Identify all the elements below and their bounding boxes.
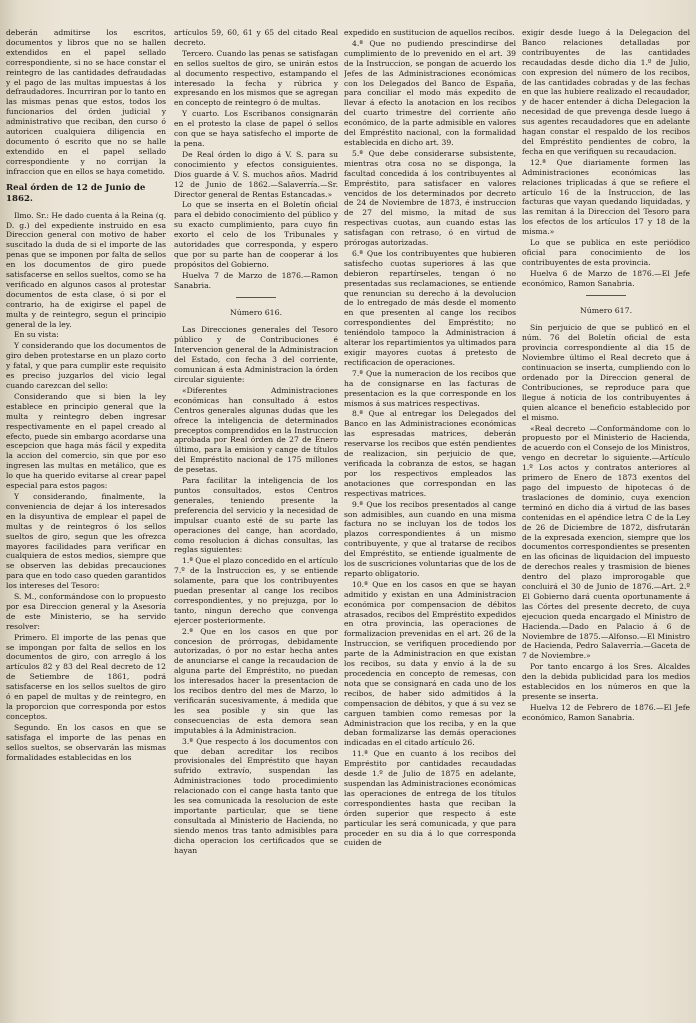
paragraph: Lo que se publica en este periódico oficial para conocimiento de los contribuyentes de esta provincia.	[522, 238, 690, 267]
divider	[236, 297, 276, 298]
paragraph: Primero. El importe de las penas que se impongan por falta de sellos en los documentos de giro, con arreglo á los artículos 82 y 83 del Real decreto de 12 de Setiembre de 1861, podrá satisfacerse en los sellos sueltos de giro ó en papel de multas y de reintegro, en la proporcion que corresponda por estos conceptos.	[6, 632, 166, 721]
column-4	[522, 28, 690, 1005]
paragraph: Las Direcciones generales del Tesoro público y de Contribuciones é Intervencion general de la Administracion del Estado, con fecha 3 del corriente, comunican á esta Administracion la órden circular siguiente:	[174, 325, 338, 384]
paragraph: S. M., conformándose con lo propuesto por esa Direccion general y la Asesoría de este Ministerio, se ha servido resolver:	[6, 592, 166, 631]
paragraph: 10.ª Que en los casos en que se hayan admitido y existan en una Administracion económica por compensacion de débitos atrasados, recibos del Empréstito expedidos en otra provincia, las operaciones de formalizacion prevenidas en el art. 26 de la Instruccion, se verifiquen procediendo por parte de la Administracion en que existan los recibos, su data y envío á la de su procedencia en concepto de remesas, con nota que se consignará en cada uno de los recibos, de haber sido admitidos á la compensacion de débitos, y que á su vez se carguen tambien como remesas por la Administracion que los reciba, y en la que deban formalizarse las demás operaciones indicadas en el citado artículo 26.	[344, 579, 516, 748]
column-2-intro: artículos 59, 60, 61 y 65 del citado Real decreto.	[174, 28, 338, 47]
paragraph: Considerando que si bien la ley establece en principio general que la multa y reintegro deben ingresar respectivamente en el papel creado al efecto, puede sin embargo acordarse una escepcion que haga más fácil y expedita la accion del comercio, sin que por eso ingresen las multas en metálico, que es lo que ha querido evitarse al crear papel especial para estos pagos:	[6, 391, 166, 491]
paragraph: Ilmo. Sr.: He dado cuenta á la Reina (q. D. g.) del expediente instruido en esa Direccion general con motivo de haber suscitado la duda de si el importe de las penas que se imponen por falta de sellos en los documentos de giro puede satisfacerse en sellos sueltos, como se ha verificado en algunos casos al protestar documentos de esta clase, ó si por el contrario, ha de exigirse el papel de multa y de reintegro, segun el principio general de la ley.	[6, 210, 166, 329]
real-orden-heading: Real órden de 12 de Junio de 1862.	[6, 182, 146, 204]
paragraph: Por tanto encargo á los Sres. Alcaldes den la debida publicidad para los medios establecidos en los números en que la presente se inserta.	[522, 662, 690, 701]
paragraph: 6.ª Que los contribuyentes que hubieren satisfecho cuotas superiores á las que debieron repartírseles, tengan ó no presentadas sus reclamaciones, se entiende que renuncian su derecho á la devolucion de lo entregado de más desde el momento en que presenten al cange los recibos correspondientes del Empréstito; no teniéndolo tampoco la Administracion á alterar los repartimientos ya ultimados para exigir mayores cuotas á pretesto de rectificacion de operaciones.	[344, 248, 516, 367]
paragraph: Segundo. En los casos en que se satisfaga el importe de las penas en sellos sueltos, se observarán las mismas formalidades establecidas en los	[6, 722, 166, 762]
signature: Huelva 6 de Marzo de 1876.—El Jefe económico, Ramon Sanabria.	[522, 268, 690, 288]
paragraph: «Diferentes Administraciones económicas han consultado á estos Centros generales algunas dudas que les ofrece la inteligencia de determinados preceptos comprendidos en la Instruccion aprobada por Real órden de 27 de Enero último, para la emision y cange de títulos del Empréstito nacional de 175 millones de pesetas.	[174, 385, 338, 475]
paragraph: «Real decreto —Conformándome con lo propuesto por el Ministerio de Hacienda, de acuerdo con el Consejo de los Ministros, vengo en decretar lo siguiente.—Artículo 1.º Los actos y contratos anteriores al primero de Enero de 1873 exentos del pago del impuesto de hipotecas ó de traslaciones de dominio, cuya exencion terminó en dicho dia á virtud de las bases contenidas en el apéndice letra C de la Ley de 26 de Diciembre de 1872, disfrutarán de la expresada exencion, siempre que los documentos correspondientes se presenten en las oficinas de liquidacion del impuesto de derechos reales y trasmision de bienes dentro del plazo improrogable que concluirá el 30 de Junio de 1876.—Art. 2.º El Gobierno dará cuenta oportunamente á las Córtes del presente decreto, de cuya ejecucion queda encargado el Ministro de Hacienda.—Dado en Palacio á 6 de Noviembre de 1875.—Alfonso.—El Ministro de Hacienda, Pedro Salaverría.—Gaceta de 7 de Noviembre.»	[522, 423, 690, 661]
paragraph: 3.ª Que respecto á los documentos con que deban acreditar los recibos provisionales del Empréstito que hayan sufrido extravío, suspendan las Administraciones todo procedimiento relacionado con el cange hasta tanto que les sea comunicada la resolucion de este importante particular, que se tiene consultada al Ministerio de Hacienda, no siendo menos tras tanto admisibles para dicha operacion los certificados que se hayan	[174, 736, 338, 855]
paragraph: Sin perjuicio de que se publicó en el núm. 76 del Boletín oficial de esta provincia correspondiente al dia 15 de Noviembre último el Real decreto que á continuacion se inserta, cumpliendo con lo ordenado por la Direccion general de Contribuciones, se reproduce para que llegue á noticia de los contribuyentes á quien alcance el beneficio establecido por el mismo.	[522, 323, 690, 422]
paragraph: 5.ª Que debe considerarse subsistente, mientras otra cosa no se disponga, la facultad concedida á los contribuyentes al Empréstito, para satisfacer en valores vencidos de los determinados por decreto de 24 de Noviembre de 1873, é instruccion de 27 del mismo, la mitad de sus respectivas cuotas, aun cuando estas las satisfagan con retraso, ó en virtud de prórogas autorizadas.	[344, 148, 516, 248]
column-3	[344, 28, 516, 1005]
paragraph: 9.ª Que los recibos presentados al cange son admisibles, aun cuando en una misma factura no se incluyan los de todos los plazos correspondientes á un mismo contribuyente, y que al tratarse de recibos del Empréstito, se entiende igualmente de los de suscriciones voluntarias que de los de reparto obligatorio.	[344, 499, 516, 578]
paragraph: 4.ª Que no pudiendo prescindirse del cumplimiento de lo prevenido en el art. 39 de la Instruccion, se pongan de acuerdo los Jefes de las Administraciones económicas con los Delegados del Banco de España, para conciliar el modo más expedito de llevar á efecto la anotacion en los recibos del cuarto trimestre del corriente año económico, de la parte admisible en valores del Empréstito nacional, con la formalidad establecida en dicho art. 39.	[344, 38, 516, 147]
section-number-617: Número 617.	[579, 305, 633, 315]
paragraph: Tercero. Cuando las penas se satisfagan en sellos sueltos de giro, se unirán estos al documento respectivo, estampando el interesado la fecha y rúbrica y expresando en los mismos que se agregan en concepto de reintegro ó de multas.	[174, 48, 338, 108]
paragraph: Lo que se inserta en el Boletín oficial para el debido conocimiento del público y su exacto cumplimiento, para cuyo fin exorto el celo de los Tribunales y autoridades que corresponda, y espero que por su parte han de cooperar á los propósitos del Gobierno.	[174, 200, 338, 269]
column-1-intro: deberán admitirse los escritos, documentos y libros que no se hallen extendidos en el papel sellado correspondiente, si no se hace constar el reintegro de las cantidades defraudadas y el pago de las multas impuestas á los defraudadores. Incurriran por lo tanto en las mismas penas que estos, todos los funcionarios del órden judicial y administrativo que reciban, den curso ó autoricen cualquiera diligencia en documento ó escrito que no se halle extendido en el papel sellado correspondiente y no corrijan la infraccion que en ellos se haya cometido.	[6, 28, 166, 176]
signature: Huelva 12 de Febrero de 1876.—El Jefe económico, Ramon Sanabria.	[522, 702, 690, 722]
paragraph: Y considerando que los documentos de giro deben protestarse en un plazo corto y fatal, y que para cumplir este requisito es preciso juzgarlos del vicio legal cuando carezcan del sello:	[6, 341, 166, 390]
paragraph: Y cuarto. Los Escribanos consignarán en el protesto la clase de papel ó sellos con que se haya satisfecho el importe de la pena.	[174, 109, 338, 148]
paragraph: Para facilitar la inteligencia de los puntos consultados, estos Centros generales, teniendo presente la preferencia del servicio y la necesidad de impulsar cuanto esté de su parte las operaciones del cange, han acordado, como resolucion á dichas consultas, las reglas siguientes:	[174, 476, 338, 555]
paragraph: 7.ª Que la numeracion de los recibos que ha de consignarse en las facturas de presentacion es la que corresponde en los mismos á sus matrices respectivas.	[344, 368, 516, 408]
column-3-intro: expedido en sustitucion de aquellos recibos.	[344, 28, 515, 37]
paragraph: 1.ª Que el plazo concedido en el artículo 7.º de la Instruccion es, y se entiende solamente, para que los contribuyentes puedan presentar al cange los recibos correspondientes, y no prejuzga, por lo tanto, ningun derecho que convenga ejercer posteriormente.	[174, 556, 338, 625]
column-1	[6, 28, 166, 1005]
signature: Huelva 7 de Marzo de 1876.—Ramon Sanabria.	[174, 270, 338, 290]
paragraph: Y considerando, finalmente, la conveniencia de dejar á los interesados en la disyuntiva de emplear el papel de multas y de reintegros ó los sellos sueltos de giro, segun que les ofrezca mayores facilidades para verificar en cualquiera de estos medios, siempre que se observen las debidas precauciones para que en todo caso queden garantidos los intereses del Tesoro:	[6, 491, 166, 591]
column-2	[174, 28, 338, 1005]
divider	[586, 295, 626, 296]
paragraph: De Real órden lo digo á V. S. para su conocimiento y efectos consiguientes. Dios guarde á V. S. muchos años. Madrid 12 de Junio de 1862.—Salaverría.—Sr. Director general de Rentas Estancadas.»	[174, 149, 338, 199]
column-4-intro: exigir desde luego á la Delegacion del Banco relaciones detalladas por contribuyentes de las cantidades recaudadas desde dicho dia 1.º de Julio, con expresion del número de los recibos, de las cantidades cobradas y de las fechas en que las hubiere realizado el recaudador, y de hacer entender á dicha Delegacion la necesidad de que prevenga desde luego á sus agentes recaudadores que en adelante hagan constar el respaldo de los recibos del Empréstito pendientes de cobro, la fecha en que verifiquen su recaudacion.	[522, 28, 690, 156]
paragraph: 2.ª Que en los casos en que por concesion de prórrogas, debidamente autorizadas, ó por no estar hecha antes de anunciarse el cange la recaudacion de alguna parte del Empréstito, no puedan los interesados hacer la presentacion de los recibos dentro del mes de Marzo, lo verificarán sucesivamente, á medida que les sea posible y sin que las consecuencias de esta demora sean imputables á la Administracion.	[174, 626, 338, 735]
paragraph: 11.ª Que en cuanto á los recibos del Empréstito por cantidades recaudadas desde 1.º de Julio de 1875 en adelante, suspendan las Administraciones económicas las operaciones de entrega de los títulos correspondientes hasta que reciban la órden superior que respecto á este particular les será comunicada, y que para proceder en su dia á lo que corresponda cuiden de	[344, 749, 516, 848]
paragraph: En su vista:	[14, 330, 59, 340]
section-number-616: Número 616.	[229, 307, 283, 317]
paragraph: 8.ª Que al entregar los Delegados del Banco en las Administraciones económicas las espresadas matrices, deberán reservarse los recibos que estén pendientes de realizacion, sin perjuicio de que, verificada la cobranza de estos, se hagan por los respectivos empleados las anotaciones que correspondan en las respectivas matrices.	[344, 409, 516, 498]
paragraph: 12.ª Que diariamente formen las Administraciones económicas las relaciones triplicadas á que se refiere el artículo 16 de la Instruccion, de las facturas que vayan quedando liquidadas, y las remitan á la Direccion del Tesoro para los efectos de los artículos 17 y 18 de la misma.»	[522, 157, 690, 237]
